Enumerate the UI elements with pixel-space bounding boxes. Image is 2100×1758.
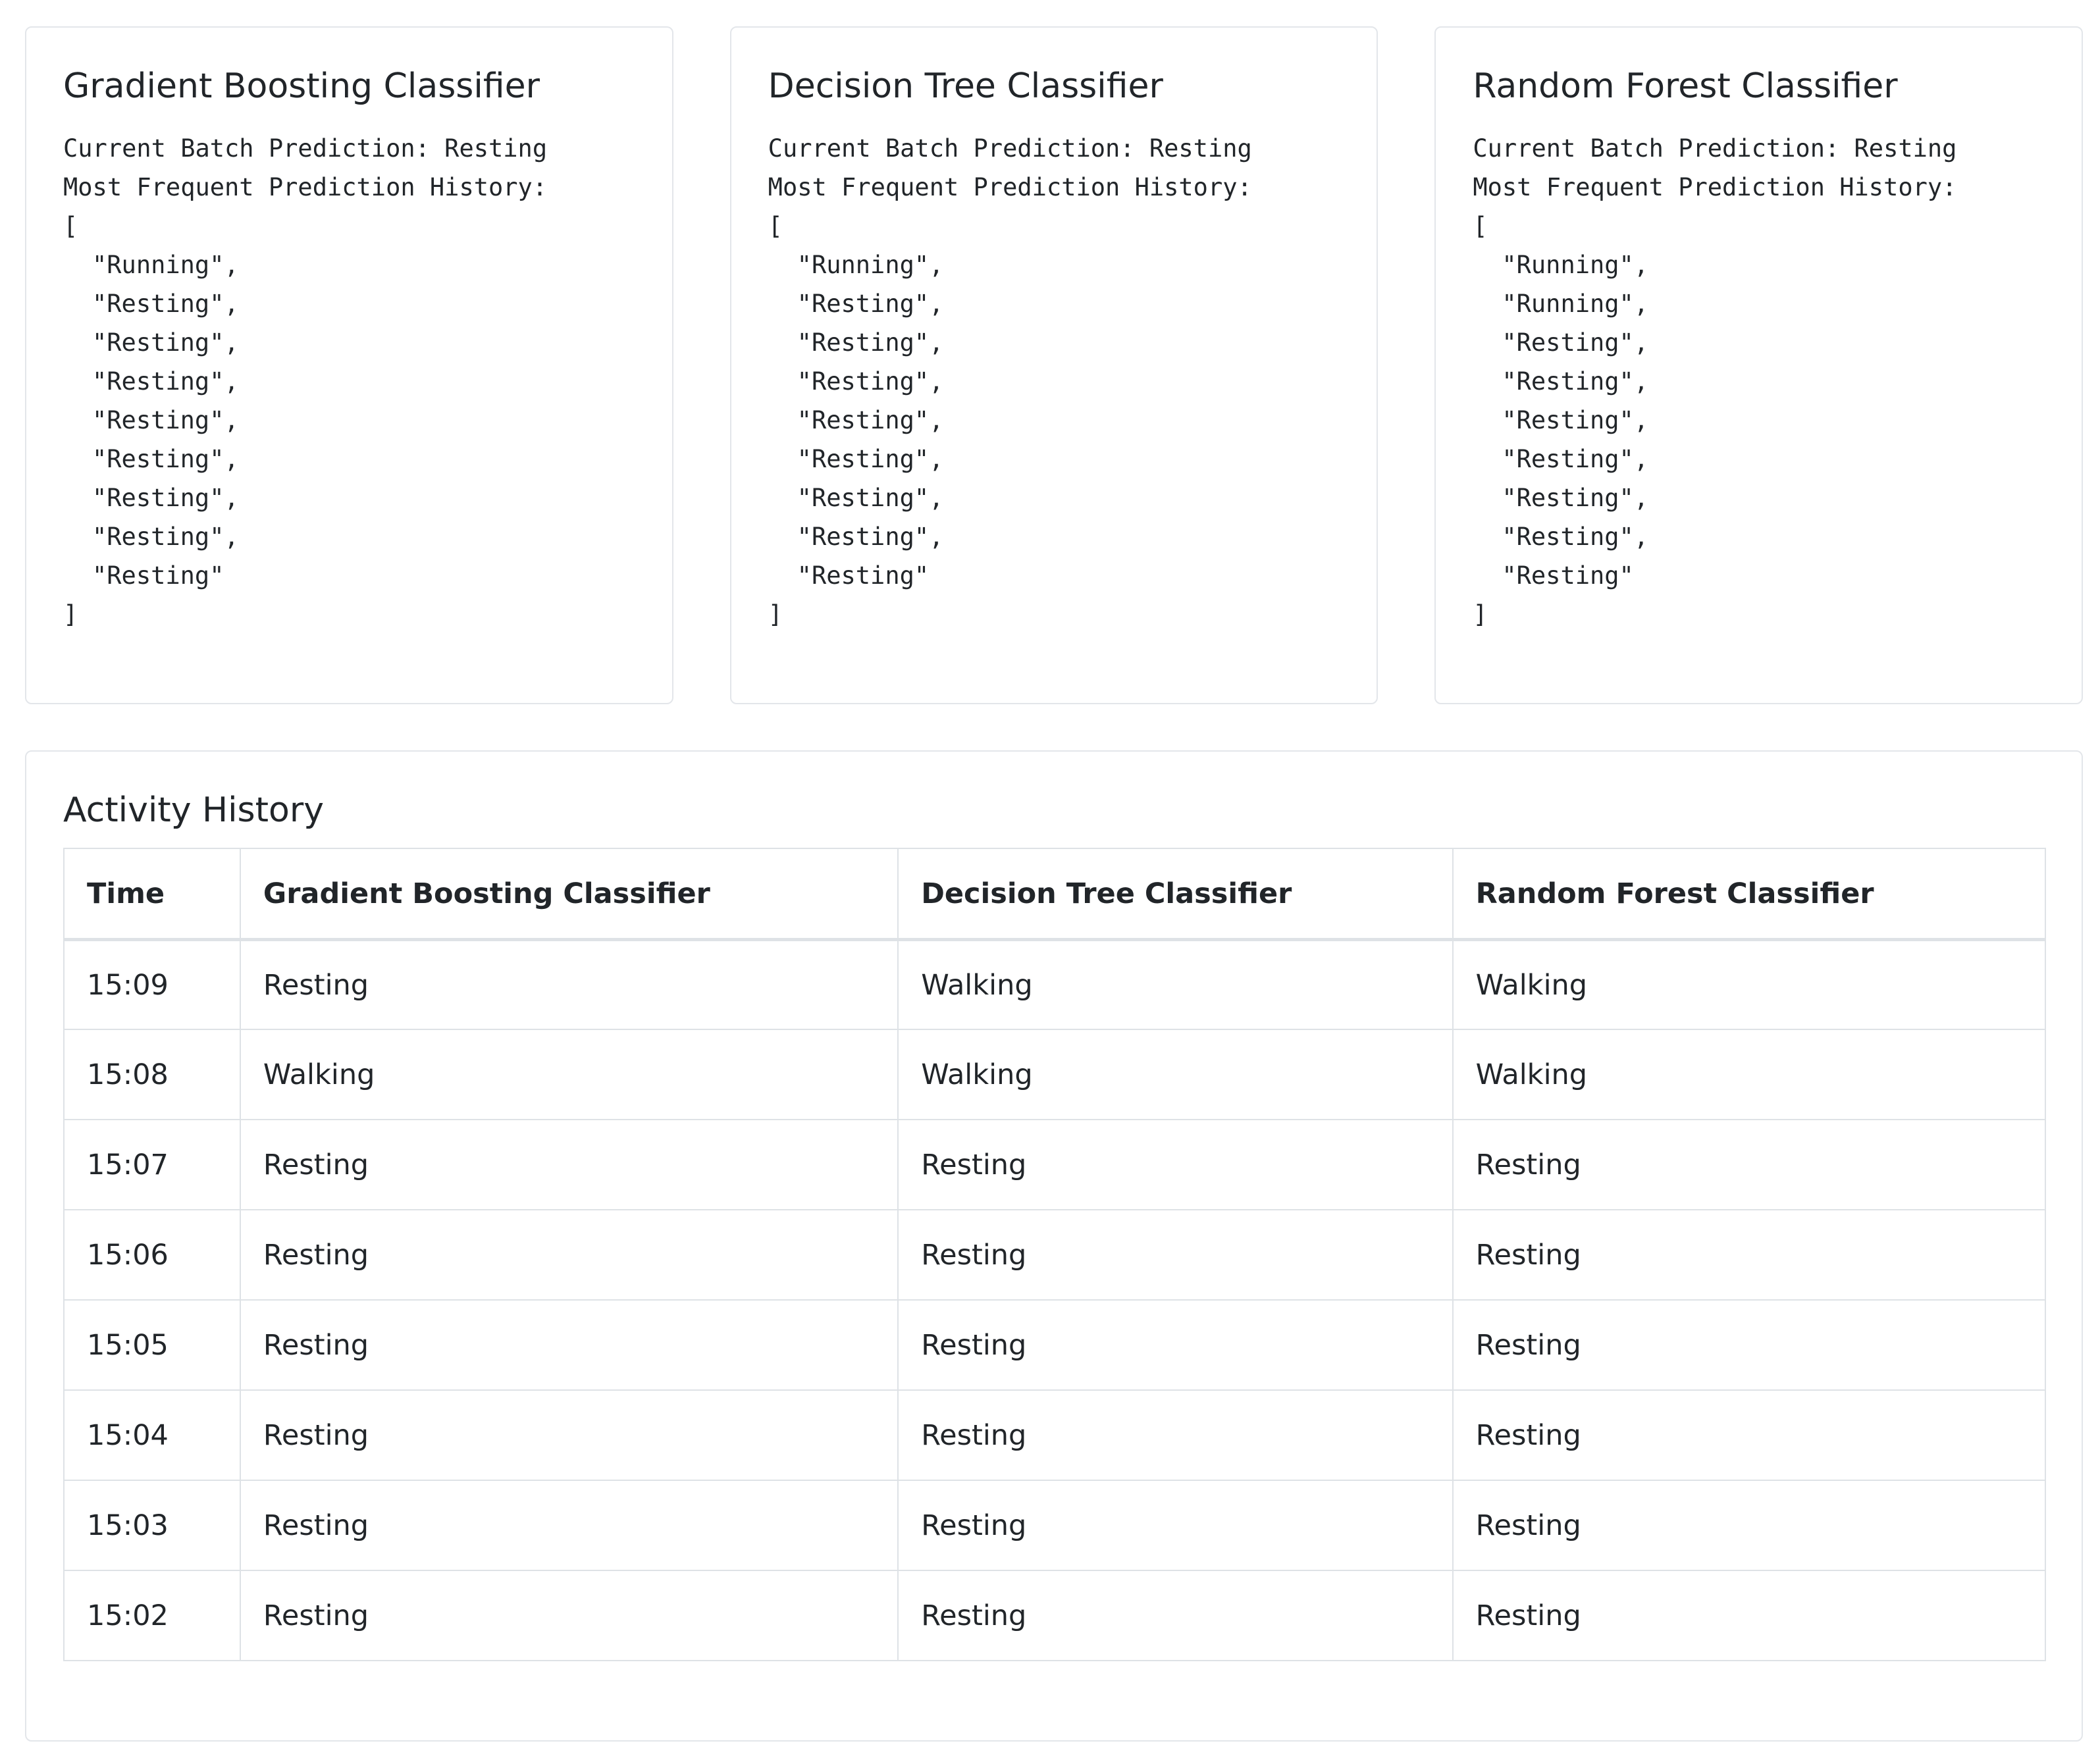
history-item: "Resting", (797, 290, 944, 319)
table-row (64, 1029, 2045, 1120)
cell-time: 15:03 (64, 1480, 240, 1570)
history-close-bracket: ] (1473, 600, 1488, 629)
history-item: "Resting", (797, 406, 944, 435)
history-item: "Resting" (1502, 561, 1634, 590)
table-row (64, 1300, 2045, 1390)
cell-gradient-boosting: Resting (240, 939, 898, 1029)
history-label: Most Frequent Prediction History: (63, 173, 548, 202)
current-prediction: Current Batch Prediction: Resting (1473, 134, 1957, 163)
history-item: "Resting", (797, 484, 944, 513)
table-row (64, 939, 2045, 1029)
cell-random-forest: Walking (1453, 1029, 2045, 1120)
cell-time: 15:09 (64, 939, 240, 1029)
cell-time: 15:02 (64, 1570, 240, 1661)
history-item: "Running", (797, 251, 944, 280)
cell-decision-tree: Walking (898, 1029, 1452, 1120)
current-prediction: Current Batch Prediction: Resting (768, 134, 1252, 163)
history-label: Most Frequent Prediction History: (768, 173, 1252, 202)
history-item: "Resting", (92, 523, 239, 552)
cell-decision-tree: Resting (898, 1390, 1452, 1480)
history-close-bracket: ] (63, 600, 78, 629)
history-item: "Resting", (1502, 328, 1649, 357)
cell-random-forest: Resting (1453, 1120, 2045, 1210)
cell-random-forest: Resting (1453, 1570, 2045, 1661)
column-header-time: Time (64, 848, 240, 939)
cell-gradient-boosting: Resting (240, 1120, 898, 1210)
history-item: "Resting", (92, 367, 239, 396)
cell-decision-tree: Walking (898, 939, 1452, 1029)
cell-random-forest: Walking (1453, 939, 2045, 1029)
column-header-decision-tree: Decision Tree Classifier (898, 848, 1452, 939)
history-item: "Resting", (92, 406, 239, 435)
cell-time: 15:07 (64, 1120, 240, 1210)
column-header-gradient-boosting: Gradient Boosting Classifier (240, 848, 898, 939)
history-item: "Resting", (92, 328, 239, 357)
card-title: Gradient Boosting Classifier (63, 66, 540, 106)
table-row (64, 1210, 2045, 1300)
history-item: "Running", (92, 251, 239, 280)
cell-decision-tree: Resting (898, 1120, 1452, 1210)
cell-gradient-boosting: Resting (240, 1390, 898, 1480)
table-row (64, 1390, 2045, 1480)
cell-time: 15:05 (64, 1300, 240, 1390)
history-open-bracket: [ (768, 212, 783, 241)
cell-gradient-boosting: Resting (240, 1480, 898, 1570)
cell-time: 15:04 (64, 1390, 240, 1480)
table-row (64, 1570, 2045, 1661)
cell-time: 15:06 (64, 1210, 240, 1300)
history-item: "Resting", (92, 484, 239, 513)
card-title: Random Forest Classifier (1473, 66, 1898, 106)
cell-random-forest: Resting (1453, 1480, 2045, 1570)
history-item: "Resting", (92, 445, 239, 474)
prediction-history-list (1473, 246, 2045, 595)
history-item: "Running", (1502, 290, 1649, 319)
activity-history-card (25, 750, 2083, 1742)
history-item: "Resting", (1502, 367, 1649, 396)
history-item: "Resting", (1502, 484, 1649, 513)
history-item: "Resting", (92, 290, 239, 319)
cell-gradient-boosting: Resting (240, 1300, 898, 1390)
history-item: "Resting", (1502, 523, 1649, 552)
cell-gradient-boosting: Resting (240, 1570, 898, 1661)
history-open-bracket: [ (1473, 212, 1488, 241)
history-item: "Resting", (797, 328, 944, 357)
history-item: "Running", (1502, 251, 1649, 280)
cell-decision-tree: Resting (898, 1210, 1452, 1300)
history-open-bracket: [ (63, 212, 78, 241)
cell-time: 15:08 (64, 1029, 240, 1120)
history-item: "Resting", (797, 367, 944, 396)
history-item: "Resting" (797, 561, 930, 590)
cell-decision-tree: Resting (898, 1570, 1452, 1661)
column-header-random-forest: Random Forest Classifier (1453, 848, 2045, 939)
activity-history-title: Activity History (63, 790, 324, 830)
history-item: "Resting", (1502, 445, 1649, 474)
activity-history-body (64, 939, 2045, 1661)
table-header-row (64, 848, 2045, 939)
history-item: "Resting", (797, 445, 944, 474)
card-title: Decision Tree Classifier (768, 66, 1163, 106)
table-row (64, 1120, 2045, 1210)
history-label: Most Frequent Prediction History: (1473, 173, 1957, 202)
history-item: "Resting", (1502, 406, 1649, 435)
cell-decision-tree: Resting (898, 1480, 1452, 1570)
history-item: "Resting", (797, 523, 944, 552)
classifier-card-gradient-boosting (25, 26, 673, 704)
classifier-card-random-forest (1434, 26, 2083, 704)
current-prediction: Current Batch Prediction: Resting (63, 134, 548, 163)
history-item: "Resting" (92, 561, 224, 590)
cell-gradient-boosting: Resting (240, 1210, 898, 1300)
classifier-card-decision-tree (730, 26, 1378, 704)
cell-random-forest: Resting (1453, 1210, 2045, 1300)
prediction-history-list (63, 246, 635, 595)
cell-random-forest: Resting (1453, 1390, 2045, 1480)
cell-decision-tree: Resting (898, 1300, 1452, 1390)
activity-history-table (63, 848, 2046, 1661)
history-close-bracket: ] (768, 600, 783, 629)
classifier-cards (25, 26, 2083, 704)
cell-random-forest: Resting (1453, 1300, 2045, 1390)
prediction-history-list (768, 246, 1340, 595)
table-row (64, 1480, 2045, 1570)
cell-gradient-boosting: Walking (240, 1029, 898, 1120)
